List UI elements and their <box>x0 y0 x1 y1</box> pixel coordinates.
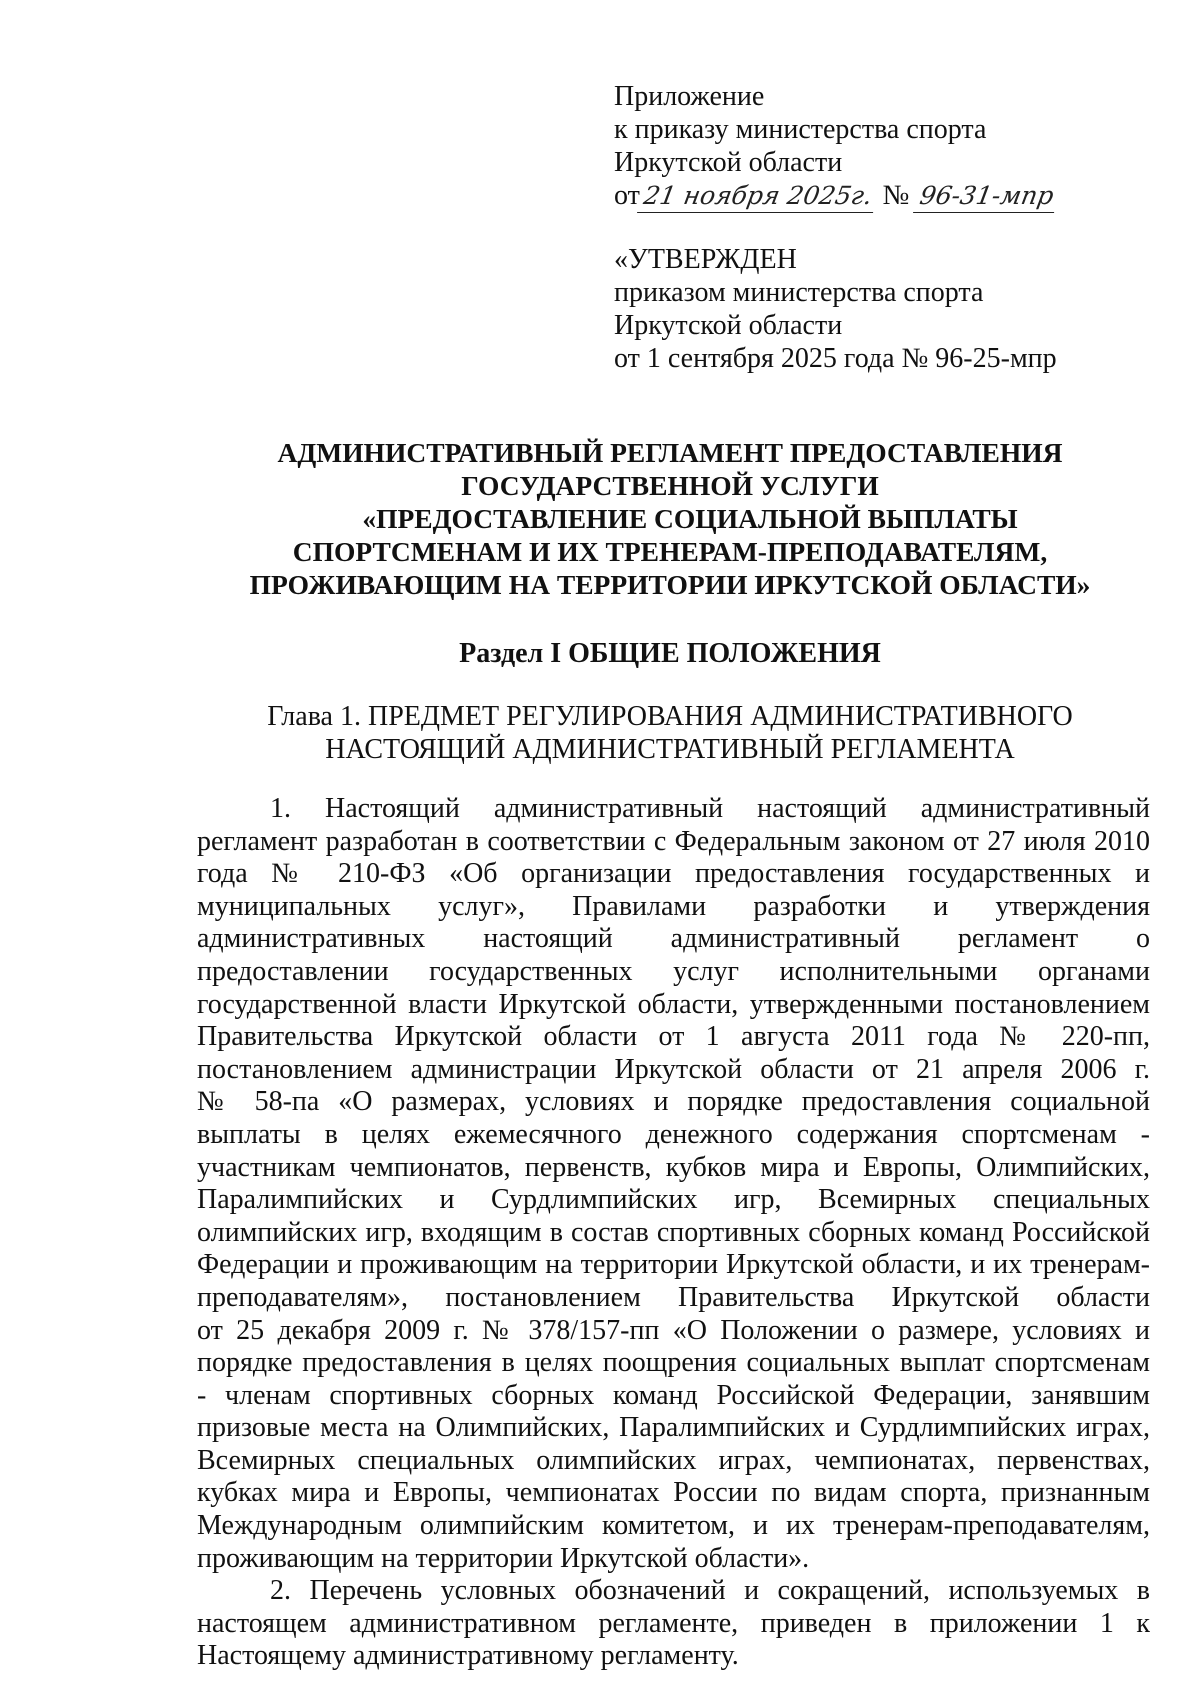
title-line: ПРОЖИВАЮЩИМ НА ТЕРРИТОРИИ ИРКУТСКОЙ ОБЛАСТИ» <box>249 569 1091 600</box>
paragraph-line: Всемирных специальных олимпийских играх, чемпионатах, первенствах, <box>197 1444 1150 1476</box>
handwritten-order-date: 21 ноября 2025г. <box>637 179 879 213</box>
paragraph-line: постановлением администрации Иркутской области от 21 апреля 2006 г. <box>197 1053 1150 1085</box>
paragraph-line: Федерации и проживающим на территории Иркутской области, и их тренерам- <box>197 1249 1150 1281</box>
paragraph-2 <box>197 1575 1150 1673</box>
paragraph-line: Паралимпийских и Сурдлимпийских игр, Всемирных специальных <box>197 1184 1150 1216</box>
paragraph-line: - членам спортивных сборных команд Российской Федерации, занявшим <box>197 1379 1150 1411</box>
paragraph-1 <box>197 793 1150 1575</box>
appendix-order-line <box>614 179 1174 213</box>
paragraph-line: предоставлении государственных услуг исполнительными органами <box>197 955 1150 987</box>
paragraph-line: регламент разработан в соответствии с Федеральным законом от 27 июля 2010 <box>197 825 1150 857</box>
paragraph-line: муниципальных услуг», Правилами разработки и утверждения <box>197 890 1150 922</box>
title-line: СПОРТСМЕНАМ И ИХ ТРЕНЕРАМ-ПРЕПОДАВАТЕЛЯМ, <box>292 536 1048 567</box>
paragraph-line: от 25 декабря 2009 г. № 378/157-пп «О Положении о размере, условиях и <box>197 1314 1150 1346</box>
paragraph-line: 2. Перечень условных обозначений и сокращений, используемых в <box>270 1575 1150 1607</box>
paragraph-line: года № 210-ФЗ «Об организации предоставления государственных и <box>197 858 1150 890</box>
title-line: АДМИНИСТРАТИВНЫЙ РЕГЛАМЕНТ ПРЕДОСТАВЛЕНИЯ <box>277 437 1063 468</box>
order-number-label: № <box>882 180 910 211</box>
appendix-region: Иркутской области <box>614 147 843 178</box>
approved-by: приказом министерства спорта <box>614 277 984 308</box>
paragraph-line: олимпийских игр, входящим в состав спортивных сборных команд Российской <box>197 1216 1150 1248</box>
paragraph-line: Правительства Иркутской области от 1 августа 2011 года № 220-пп, <box>197 1021 1150 1053</box>
paragraph-line: кубках мира и Европы, чемпионатах России по видам спорта, признанным <box>197 1477 1150 1509</box>
title-line: «ПРЕДОСТАВЛЕНИЕ СОЦИАЛЬНОЙ ВЫПЛАТЫ <box>362 503 1018 534</box>
chapter-title-line: НАСТОЯЩИЙ АДМИНИСТРАТИВНЫЙ РЕГЛАМЕНТА <box>325 734 1015 765</box>
paragraph-line: государственной власти Иркутской области, утвержденными постановлением <box>197 988 1150 1020</box>
paragraph-line: № 58-па «О размерах, условиях и порядке предоставления социальной <box>197 1086 1150 1118</box>
order-prefix: от <box>614 180 640 211</box>
paragraph-line: 1. Настоящий административный настоящий административный <box>270 793 1150 824</box>
body-text <box>197 793 1150 1673</box>
paragraph-line: настоящем административном регламенте, приведен в приложении 1 к <box>197 1607 1150 1639</box>
paragraph-line: порядке предоставления в целях поощрения социальных выплат спортсменам <box>197 1347 1150 1379</box>
chapter-title-line: Глава 1. ПРЕДМЕТ РЕГУЛИРОВАНИЯ АДМИНИСТРАТИВНОГО <box>267 701 1073 732</box>
approved-label: «УТВЕРЖДЕН <box>614 244 797 275</box>
appendix-order-ref: к приказу министерства спорта <box>614 114 987 145</box>
paragraph-line: Международным олимпийским комитетом, и их тренерам-преподавателям, <box>197 1510 1150 1542</box>
paragraph-line: участникам чемпионатов, первенств, кубков мира и Европы, Олимпийских, <box>197 1151 1150 1183</box>
appendix-header <box>614 80 1174 213</box>
appendix-label: Приложение <box>614 81 765 112</box>
approved-date-number: от 1 сентября 2025 года № 96-25-мпр <box>614 343 1057 374</box>
handwritten-order-number: 96-31-мпр <box>913 179 1060 213</box>
paragraph-line: административных настоящий административный регламент о <box>197 923 1150 955</box>
approved-region: Иркутской области <box>614 310 843 341</box>
approved-block <box>614 243 1174 375</box>
paragraph-line: проживающим на территории Иркутской области». <box>197 1542 810 1574</box>
document-title <box>190 436 1150 601</box>
paragraph-line: выплаты в целях ежемесячного денежного содержания спортсменам - <box>197 1118 1150 1150</box>
paragraph-line: преподавателям», постановлением Правительства Иркутской области <box>197 1281 1150 1313</box>
title-line: ГОСУДАРСТВЕННОЙ УСЛУГИ <box>461 470 879 501</box>
chapter-title <box>190 700 1150 766</box>
section-title: Раздел I ОБЩИЕ ПОЛОЖЕНИЯ <box>459 638 881 669</box>
paragraph-line: Настоящему административному регламенту. <box>197 1640 739 1672</box>
paragraph-line: призовые места на Олимпийских, Паралимпийских и Сурдлимпийских играх, <box>197 1412 1150 1444</box>
